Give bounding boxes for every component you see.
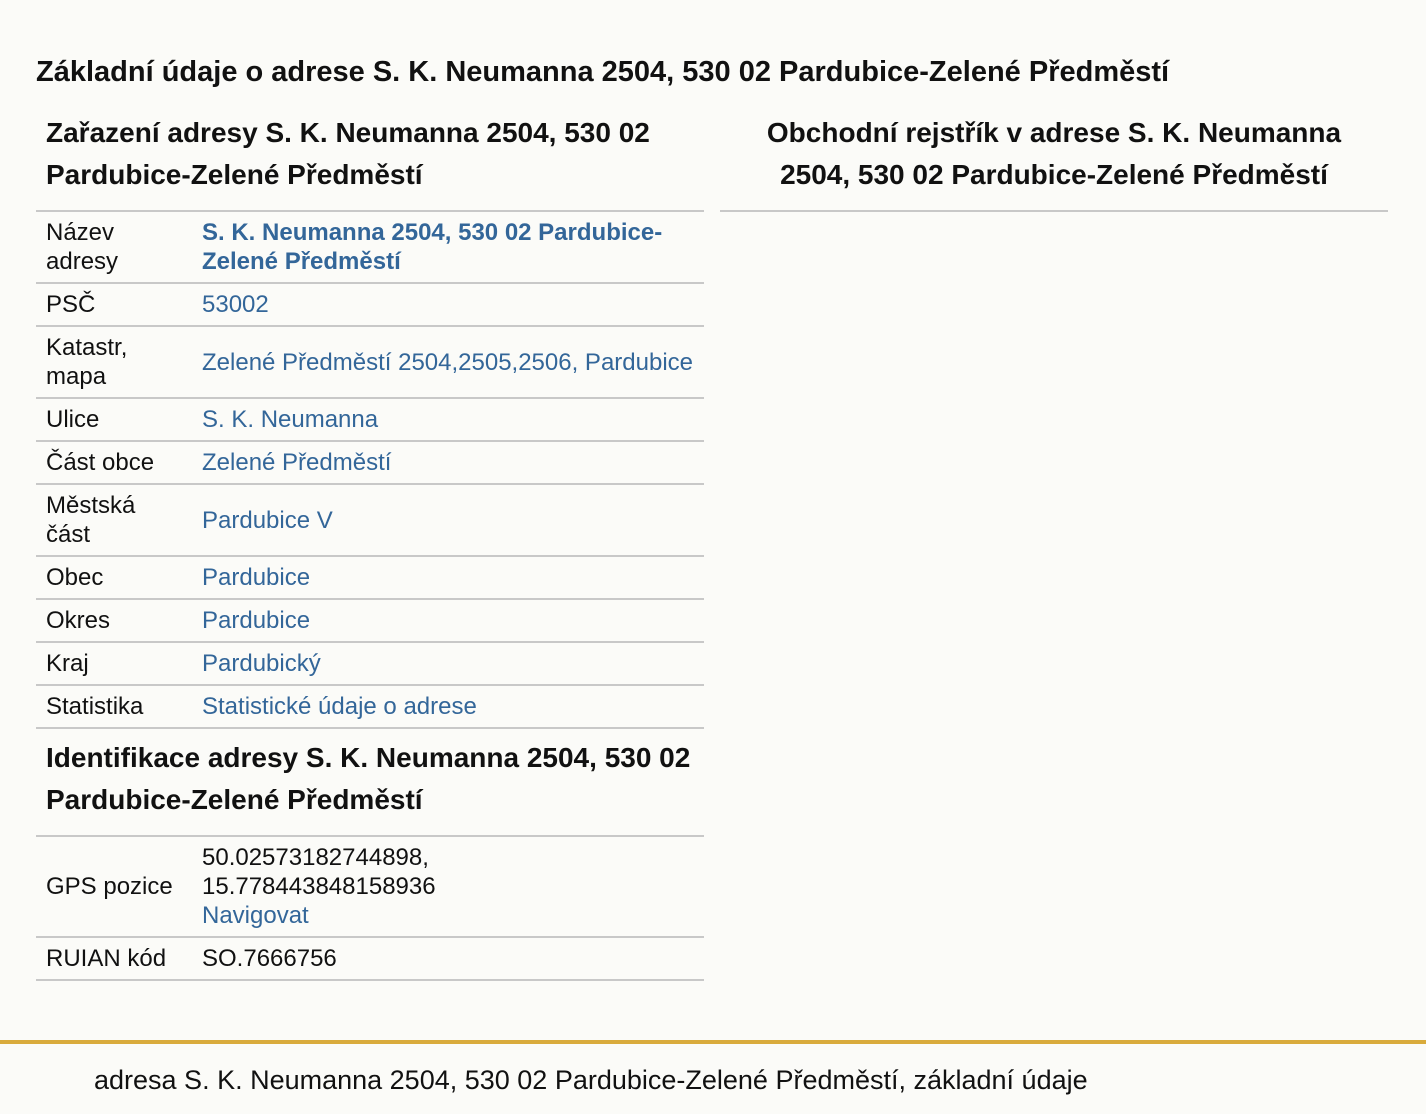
footer-text: adresa S. K. Neumanna 2504, 530 02 Pardubice-Zelené Předměstí, základní údaje [94,1065,1088,1095]
page-title: Základní údaje o adrese S. K. Neumanna 2504, 530 02 Pardubice-Zelené Předměstí [36,56,1170,88]
identification-header [36,729,704,837]
left-column [36,112,704,981]
footer-divider [0,1040,1426,1044]
business-register-title: Obchodní rejstřík v adrese S. K. Neumanna 2504, 530 02 Pardubice-Zelené Předměstí [766,117,1342,190]
right-column [720,112,1388,212]
gps-longitude: 15.778443848158936 [202,873,436,900]
region-link[interactable]: Pardubický [202,650,321,677]
navigate-link[interactable]: Navigovat [202,902,309,929]
row-label-region: Kraj [36,642,192,685]
row-label-city-district: Městská část [36,484,192,556]
row-label-gps: GPS pozice [36,837,192,937]
identification-title: Identifikace adresy S. K. Neumanna 2504, 530 02 Pardubice-Zelené Předměstí [46,742,691,815]
city-district-link[interactable]: Pardubice V [202,506,333,534]
row-label-psc: PSČ [36,283,192,326]
table-row [36,599,704,642]
municipality-part-link[interactable]: Zelené Předměstí [202,449,392,476]
row-label-statistics: Statistika [36,685,192,728]
statistics-link[interactable]: Statistické údaje o adrese [202,693,477,720]
table-row [36,398,704,441]
identification-table [36,837,704,981]
table-row [36,642,704,685]
row-label-street: Ulice [36,398,192,441]
row-label-ruian: RUIAN kód [36,937,192,980]
table-row [36,937,704,980]
table-row [36,837,704,937]
business-register-header [720,112,1388,212]
district-link[interactable]: Pardubice [202,607,311,634]
row-label-cadastre: Katastr, mapa [36,326,192,398]
table-row [36,212,704,283]
row-label-district: Okres [36,599,192,642]
street-link[interactable]: S. K. Neumanna [202,406,379,433]
table-row [36,283,704,326]
classification-title: Zařazení adresy S. K. Neumanna 2504, 530 02 Pardubice-Zelené Předměstí [46,117,650,190]
row-label-address-name: Název adresy [36,212,192,283]
address-name-link[interactable]: S. K. Neumanna 2504, 530 02 Pardubice-Zelené Předměstí [202,219,663,275]
table-row [36,685,704,728]
classification-header [36,112,704,212]
table-row [36,484,704,556]
psc-link[interactable]: 53002 [202,291,269,318]
gps-latitude: 50.02573182744898, [202,844,429,871]
row-label-municipality: Obec [36,556,192,599]
cadastre-link[interactable]: Zelené Předměstí 2504,2505,2506, Pardubice [202,348,694,376]
table-row [36,556,704,599]
table-row [36,441,704,484]
row-label-municipality-part: Část obce [36,441,192,484]
classification-table [36,212,704,729]
ruian-code: SO.7666756 [192,937,704,980]
table-row [36,326,704,398]
municipality-link[interactable]: Pardubice [202,564,311,591]
